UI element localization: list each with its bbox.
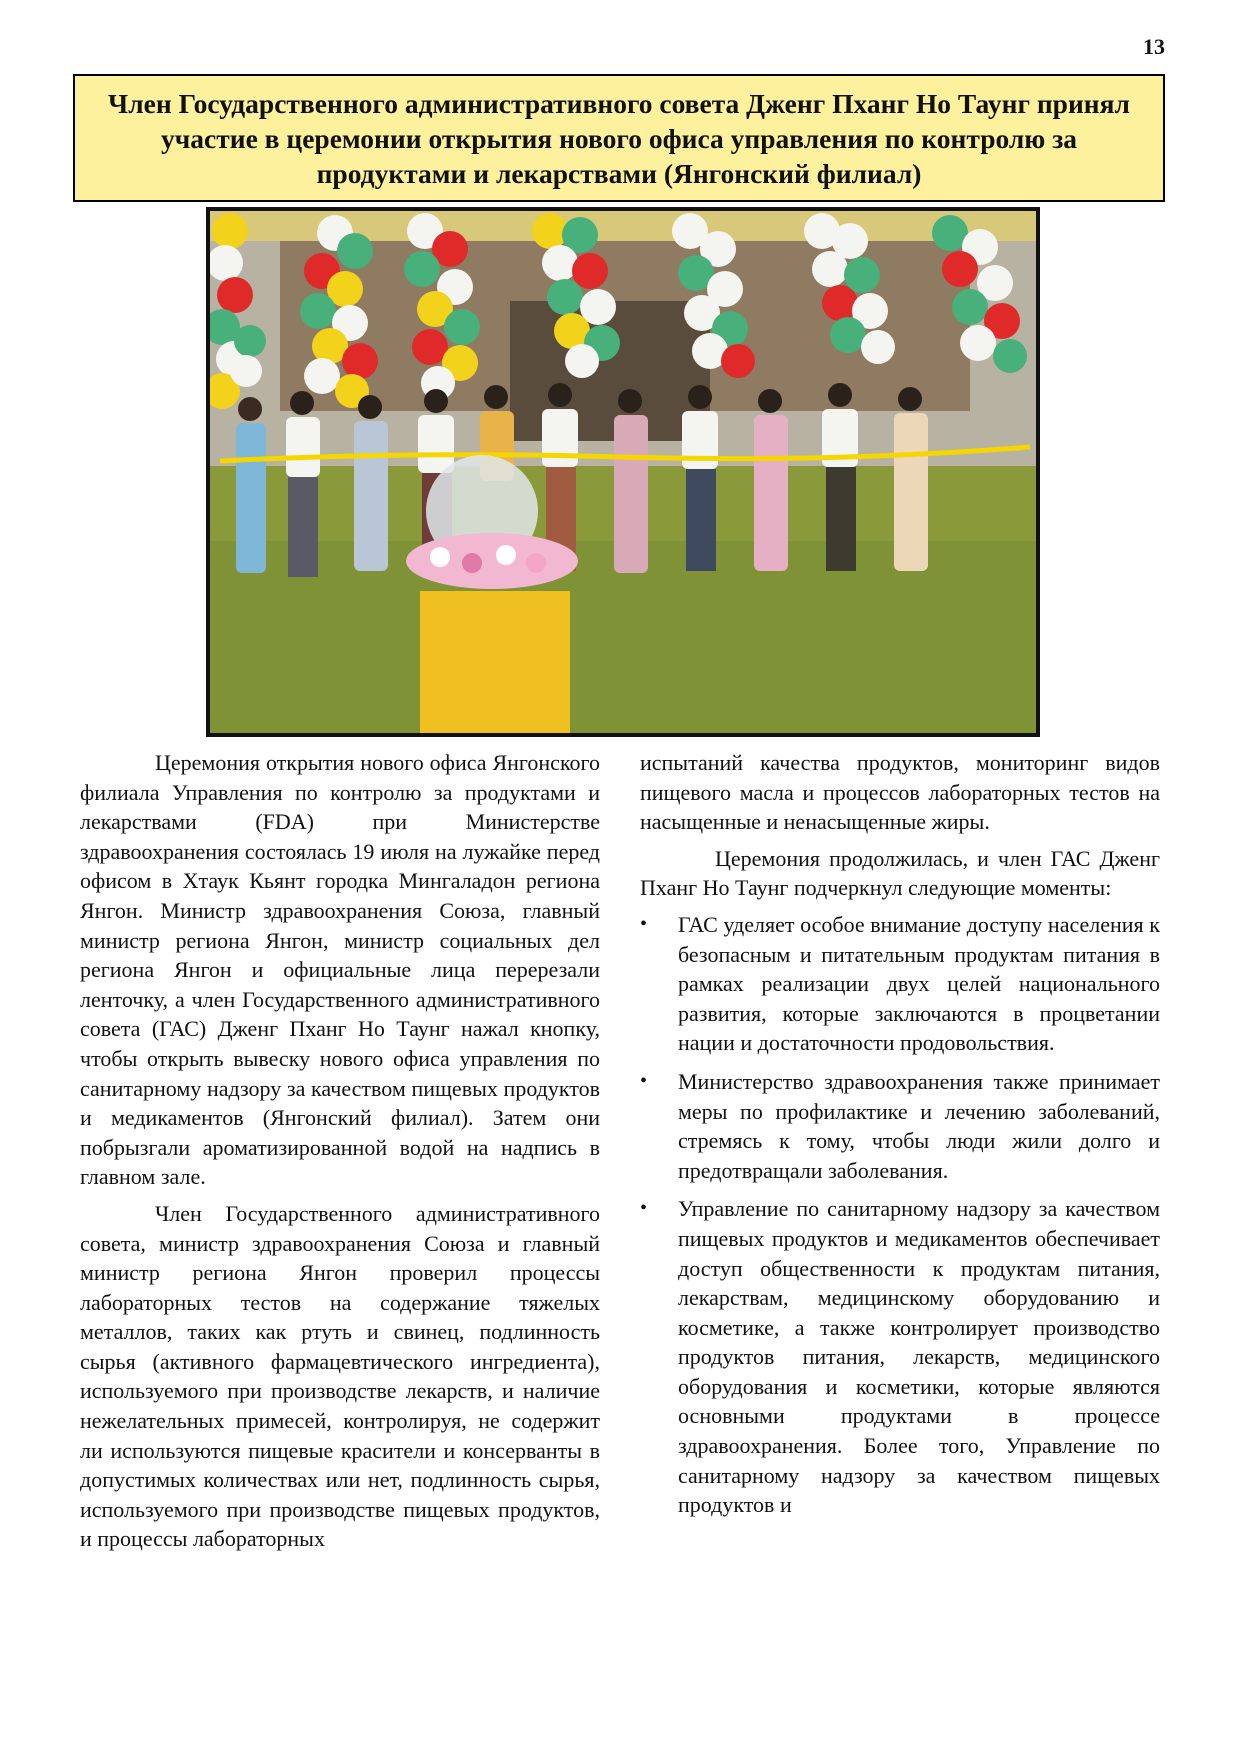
list-item [640,1194,1160,1520]
title-box [73,74,1165,202]
bullet-icon: • [640,1069,648,1092]
list-item-text: ГАС уделяет особое внимание доступу населения к безопасным и питательным продуктам питания в рамках реализации двух целей национального развития, которые заключаются в процветании нации и достаточности продовольствия. [678,911,1160,1056]
list-item [640,910,1160,1058]
right-column [640,748,1160,1529]
bullet-list [640,910,1160,1520]
ceremony-photo [206,207,1040,737]
paragraph: Церемония открытия нового офиса Янгонского филиала Управления по контролю за продуктами и лекарствами (FDA) при Министерстве здравоохранения состоялась 19 июля на лужайке перед офисом в Хтаук Кьянт городка Мингаладон региона Янгон. Министр здравоохранения Союза, главный министр региона Янгон, министр социальных дел региона Янгон и официальные лица перерезали ленточку, а член Государственного административного совета (ГАС) Дженг Пханг Но Таунг нажал кнопку, чтобы открыть вывеску нового офиса управления по санитарному надзору за качеством пищевых продуктов и медикаментов (Янгонский филиал). Затем они побрызгали ароматизированной водой на надпись в главном зале. [80,750,600,1190]
list-item-text: Министерство здравоохранения также принимает меры по профилактике и лечению заболеваний, стремясь к тому, чтобы люди жили долго и предотвращали заболевания. [678,1068,1160,1183]
paragraph: Церемония продолжилась, и член ГАС Дженг Пханг Но Таунг подчеркнул следующие моменты: [640,845,1160,901]
bullet-icon: • [640,1197,648,1220]
article-title: Член Государственного административного совета Дженг Пханг Но Таунг принял участие в церемонии открытия нового офиса управления по контролю за продуктами и лекарствами (Янгонский филиал) [108,87,1130,189]
list-item-text: Управление по санитарному надзору за качеством пищевых продуктов и медикаментов обеспечивает доступ общественности к продуктам питания, лекарствам, медицинскому оборудованию и косметике, а также контролирует производство продуктов питания, лекарств, медицинского оборудования и косметики, которые являются основными продуктами в процессе здравоохранения. Более того, Управление по санитарному надзору за качеством пищевых продуктов и [678,1196,1160,1518]
bullet-icon: • [640,912,648,935]
page-number: 13 [1143,34,1165,59]
paragraph: испытаний качества продуктов, мониторинг видов пищевого масла и процессов лабораторных тестов на насыщенные и ненасыщенные жиры. [640,750,1160,835]
photo-ribbon-cutting-ceremony-icon [210,211,1036,733]
left-column [80,748,600,1561]
paragraph: Член Государственного административного совета, министр здравоохранения Союза и главный министр региона Янгон проверил процессы лабораторных тестов на содержание тяжелых металлов, таких как ртуть и свинец, подлинность сырья (активного фармацевтического ингредиента), используемого при производстве лекарств, и наличие нежелательных примесей, контролируя, не содержит ли используются пищевые красители и консерванты в допустимых количествах или нет, подлинность сырья, используемого при производстве пищевых продуктов, и процессы лабораторных [80,1200,600,1552]
list-item [640,1067,1160,1185]
